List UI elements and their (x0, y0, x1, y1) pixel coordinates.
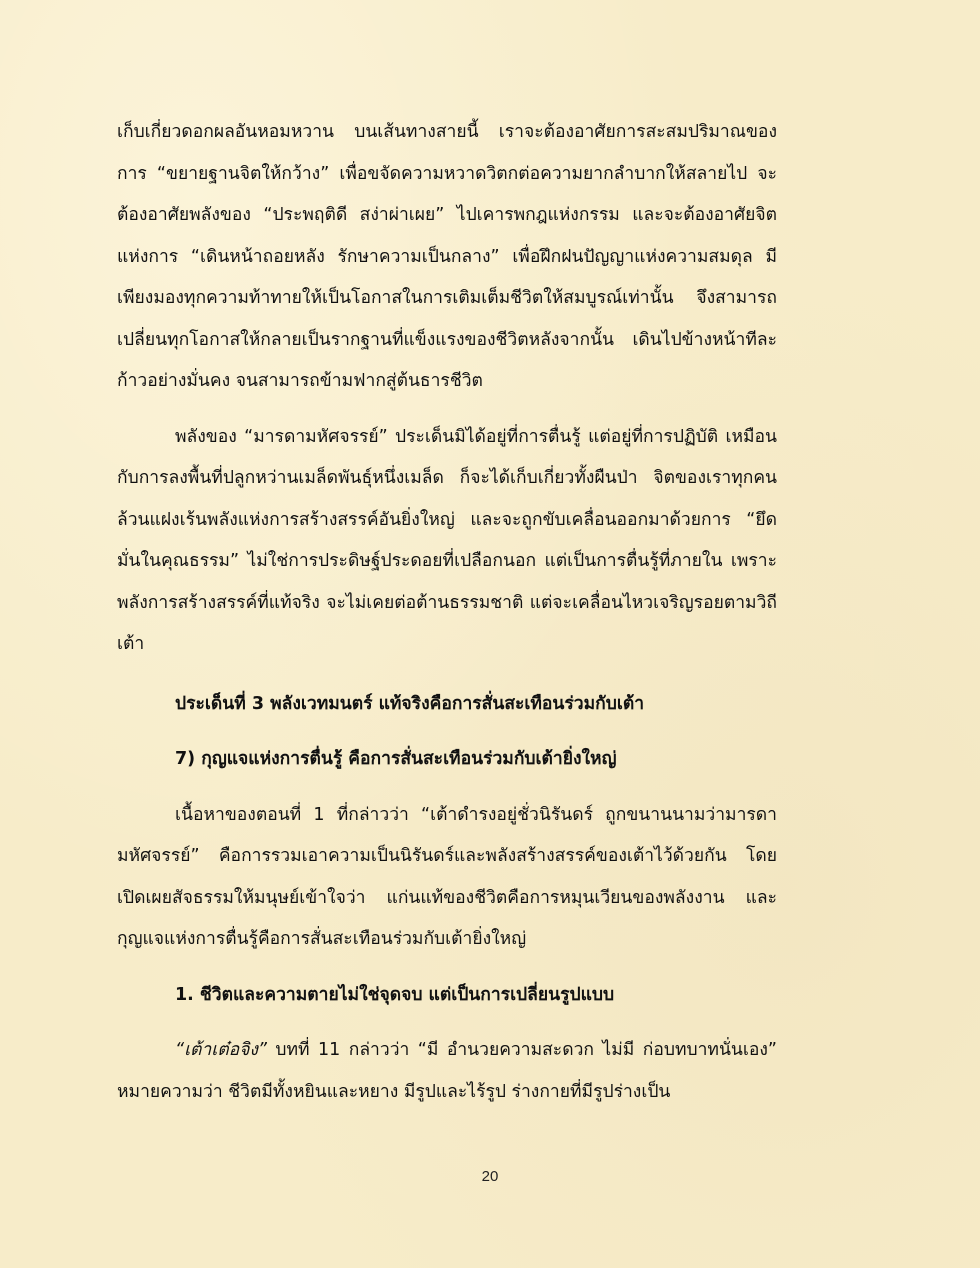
document-page (117, 112, 777, 1113)
paragraph-4 (117, 1030, 777, 1113)
paragraph-4-text: บทที่ 11 กล่าวว่า “มี อำนวยความสะดวก ไม่มี ก่อบทบาทนั่นเอง” หมายความว่า ชีวิตมีทั้งหยินและหยาง มีรูปและไร้รูป ร่างกายที่มีรูปร่างเป็น (117, 1040, 777, 1102)
paragraph-3: เนื้อหาของตอนที่ 1 ที่กล่าวว่า “เต้าดำรงอยู่ชั่วนิรันดร์ ถูกขนานนามว่ามารดามหัศจรรย์” คือการรวมเอาความเป็นนิรันดร์และพลังสร้างสรรค์ของเต้าไว้ด้วยกัน โดยเปิดเผยสัจธรรมให้มนุษย์เข้าใจว่า แก่นแท้ของชีวิตคือการหมุนเวียนของพลังงาน และกุญแจแห่งการตื่นรู้คือการสั่นสะเทือนร่วมกับเต้ายิ่งใหญ่ (117, 804, 777, 949)
page-number: 20 (481, 1168, 499, 1185)
book-title-italic: “เต้าเต๋อจิง” (175, 1040, 267, 1060)
subsection-heading-7: 7) กุญแจแห่งการตื่นรู้ คือการสั่นสะเทือนร่วมกับเต้ายิ่งใหญ่ (175, 749, 617, 769)
section-heading-3: ประเด็นที่ 3 พลังเวทมนตร์ แท้จริงคือการสั่นสะเทือนร่วมกับเต้า (175, 693, 645, 714)
paragraph-2: พลังของ “มารดามหัศจรรย์” ประเด็นมิได้อยู่ที่การตื่นรู้ แต่อยู่ที่การปฏิบัติ เหมือนกับการลงพื้นที่ปลูกหว่านเมล็ดพันธุ์หนึ่งเมล็ด ก็จะได้เก็บเกี่ยวทั้งผืนป่า จิตของเราทุกคนล้วนแฝงเร้นพลังแห่งการสร้างสรรค์อันยิ่งใหญ่ และจะถูกขับเคลื่อนออกมาด้วยการ “ยึดมั่นในคุณธรรม” ไม่ใช่การประดิษฐ์ประดอยที่เปลือกนอก แต่เป็นการตื่นรู้ที่ภายใน เพราะพลังการสร้างสรรค์ที่แท้จริง จะไม่เคยต่อต้านธรรมชาติ แต่จะเคลื่อนไหวเจริญรอยตามวิถีเต้า (117, 426, 777, 654)
paragraph-1: เก็บเกี่ยวดอกผลอันหอมหวาน บนเส้นทางสายนี้ เราจะต้องอาศัยการสะสมปริมาณของการ “ขยายฐานจิตให้กว้าง” เพื่อขจัดความหวาดวิตกต่อความยากลำบากให้สลายไป จะต้องอาศัยพลังของ “ประพฤติดี สง่าผ่าเผย” ไปเคารพกฎแห่งกรรม และจะต้องอาศัยจิตแห่งการ “เดินหน้าถอยหลัง รักษาความเป็นกลาง” เพื่อฝึกฝนปัญญาแห่งความสมดุล มีเพียงมองทุกความท้าทายให้เป็นโอกาสในการเติมเต็มชีวิตให้สมบูรณ์เท่านั้น จึงสามารถเปลี่ยนทุกโอกาสให้กลายเป็นรากฐานที่แข็งแรงของชีวิตหลังจากนั้น เดินไปข้างหน้าทีละก้าวอย่างมั่นคง จนสามารถข้ามฟากสู่ต้นธารชีวิต (117, 122, 777, 391)
subsection-heading-1: 1. ชีวิตและความตายไม่ใช่จุดจบ แต่เป็นการเปลี่ยนรูปแบบ (175, 984, 615, 1005)
